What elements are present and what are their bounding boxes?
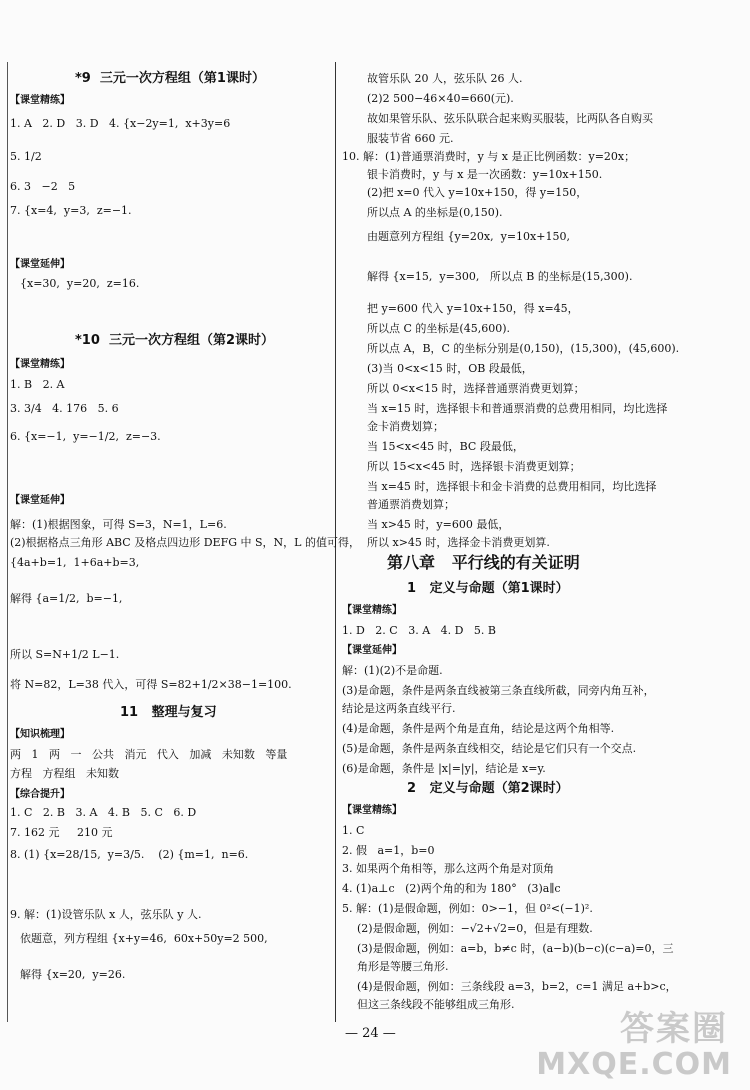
section-tag: 【课堂精练】: [10, 359, 70, 370]
answer-line: 把 y=600 代入 y=10x+150，得 x=45，: [367, 302, 579, 315]
answer-line: 方程 方程组 未知数: [10, 767, 119, 780]
section-heading: 1 定义与命题（第1课时）: [407, 581, 569, 596]
answer-line: (4)是假命题，例如：三条线段 a=3，b=2，c=1 满足 a+b>c，: [357, 980, 677, 993]
answer-line: 结论是这两条直线平行.: [342, 702, 456, 715]
section-tag: 【课堂延伸】: [10, 495, 70, 506]
answer-line: 4. (1)a⊥c (2)两个角的和为 180° (3)a∥c: [342, 882, 561, 895]
answer-line: 金卡消费划算；: [367, 420, 444, 433]
answer-line: 服装节省 660 元.: [367, 132, 454, 145]
answer-line: 3. 3/4 4. 176 5. 6: [10, 402, 119, 415]
answer-line: (3)是假命题，例如：a=b，b≠c 时，(a−b)(b−c)(c−a)=0，三: [357, 942, 674, 955]
answer-line: 10. 解：(1)普通票消费时，y 与 x 是正比例函数：y=20x；: [342, 150, 636, 163]
section-tag: 【课堂延伸】: [10, 259, 70, 270]
answer-line: 8. (1) {x=28/15, y=3/5. (2) {m=1, n=6.: [10, 848, 249, 861]
answer-line: (3)是命题，条件是两条直线被第三条直线所截，同旁内角互补，: [342, 684, 655, 697]
answer-line: 所以 x>45 时，选择金卡消费更划算.: [367, 536, 550, 549]
answer-line: 1. C: [342, 824, 365, 837]
section-heading: *9 三元一次方程组（第1课时）: [75, 71, 265, 86]
answer-line: 所以 15<x<45 时，选择银卡消费更划算；: [367, 460, 581, 473]
answer-line: 6. {x=−1, y=−1/2, z=−3.: [10, 430, 161, 443]
answer-line: 1. C 2. B 3. A 4. B 5. C 6. D: [10, 806, 197, 819]
answer-line: (3)当 0<x<15 时，OB 段最低，: [367, 362, 533, 375]
answer-line: 当 x>45 时，y=600 最低，: [367, 518, 510, 531]
section-heading: 第八章 平行线的有关证明: [387, 553, 580, 572]
section-heading: 2 定义与命题（第2课时）: [407, 781, 569, 796]
section-tag: 【知识梳理】: [10, 729, 70, 740]
section-tag: 【课堂精练】: [342, 805, 402, 816]
answer-line: 故如果管乐队、弦乐队联合起来购买服装，比两队各自购买: [367, 112, 653, 125]
section-heading: *10 三元一次方程组（第2课时）: [75, 333, 274, 348]
section-tag: 【课堂精练】: [342, 605, 402, 616]
answer-line: 银卡消费时，y 与 x 是一次函数：y=10x+150.: [367, 168, 603, 181]
answer-line: 所以点 A 的坐标是(0,150).: [367, 206, 503, 219]
answer-line: 1. B 2. A: [10, 378, 65, 391]
answer-line: 将 N=82，L=38 代入，可得 S=82+1/2×38−1=100.: [10, 678, 292, 691]
answer-line: 当 x=15 时，选择银卡和普通票消费的总费用相同，均比选择: [367, 402, 668, 415]
answer-line: 所以 0<x<15 时，选择普通票消费更划算；: [367, 382, 585, 395]
answer-line: 7. {x=4, y=3, z=−1.: [10, 204, 132, 217]
answer-line: 所以 S=N+1/2 L−1.: [10, 648, 120, 661]
answer-line: {x=30, y=20, z=16.: [20, 277, 140, 290]
answer-line: 所以点 C 的坐标是(45,600).: [367, 322, 510, 335]
answer-line: (2)根据格点三角形 ABC 及格点四边形 DEFG 中 S，N，L 的值可得，: [10, 536, 360, 549]
section-tag: 【课堂精练】: [10, 95, 70, 106]
answer-line: (6)是命题，条件是 |x|=|y|，结论是 x=y.: [342, 762, 546, 775]
page-number: — 24 —: [345, 1026, 396, 1041]
answer-line: 两 1 两 一 公共 消元 代入 加减 未知数 等量: [10, 748, 288, 761]
answer-line: {4a+b=1, 1+6a+b=3,: [10, 556, 140, 569]
answer-line: 5. 1/2: [10, 150, 42, 163]
answer-line: 1. D 2. C 3. A 4. D 5. B: [342, 624, 496, 637]
answer-line: 解得 {x=20, y=26.: [20, 968, 126, 981]
watermark-logo: 答案圈: [620, 1009, 728, 1049]
answer-line: 解得 {x=15, y=300, 所以点 B 的坐标是(15,300).: [367, 270, 633, 283]
left-border: [7, 62, 8, 1022]
answer-line: 解：(1)根据图象，可得 S=3，N=1，L=6.: [10, 518, 227, 531]
answer-line: 解：(1)(2)不是命题.: [342, 664, 443, 677]
section-heading: 11 整理与复习: [120, 705, 217, 720]
answer-line: 当 x=45 时，选择银卡和金卡消费的总费用相同，均比选择: [367, 480, 657, 493]
answer-line: (2)2 500−46×40=660(元).: [367, 92, 514, 105]
answer-line: 所以点 A，B，C 的坐标分别是(0,150)，(15,300)，(45,600).: [367, 342, 680, 355]
answer-line: 3. 如果两个角相等，那么这两个角是对顶角: [342, 862, 554, 875]
section-tag: 【综合提升】: [10, 789, 70, 800]
answer-line: 依题意，列方程组 {x+y=46, 60x+50y=2 500,: [20, 932, 268, 945]
answer-line: 但这三条线段不能够组成三角形.: [357, 998, 515, 1011]
answer-line: 9. 解：(1)设管乐队 x 人，弦乐队 y 人.: [10, 908, 202, 921]
answer-line: 2. 假 a=1，b=0: [342, 844, 435, 857]
answer-line: (2)把 x=0 代入 y=10x+150，得 y=150，: [367, 186, 588, 199]
answer-line: 由题意列方程组 {y=20x, y=10x+150,: [367, 230, 570, 243]
answer-line: 故管乐队 20 人，弦乐队 26 人.: [367, 72, 523, 85]
section-tag: 【课堂延伸】: [342, 645, 402, 656]
answer-line: 5. 解：(1)是假命题，例如：0>−1，但 0²<(−1)².: [342, 902, 593, 915]
answer-line: (5)是命题，条件是两条直线相交，结论是它们只有一个交点.: [342, 742, 637, 755]
answer-line: 解得 {a=1/2, b=−1,: [10, 592, 123, 605]
watermark-url: MXQE.COM: [536, 1047, 732, 1082]
answer-line: 普通票消费划算；: [367, 498, 455, 511]
answer-line: (2)是假命题，例如：−√2+√2=0，但是有理数.: [357, 922, 593, 935]
answer-line: 当 15<x<45 时，BC 段最低，: [367, 440, 524, 453]
answer-line: 角形是等腰三角形.: [357, 960, 449, 973]
answer-line: (4)是命题，条件是两个角是直角，结论是这两个角相等.: [342, 722, 615, 735]
answer-line: 6. 3 −2 5: [10, 180, 76, 193]
answer-line: 7. 162 元 210 元: [10, 826, 113, 839]
answer-line: 1. A 2. D 3. D 4. {x−2y=1, x+3y=6: [10, 117, 231, 130]
